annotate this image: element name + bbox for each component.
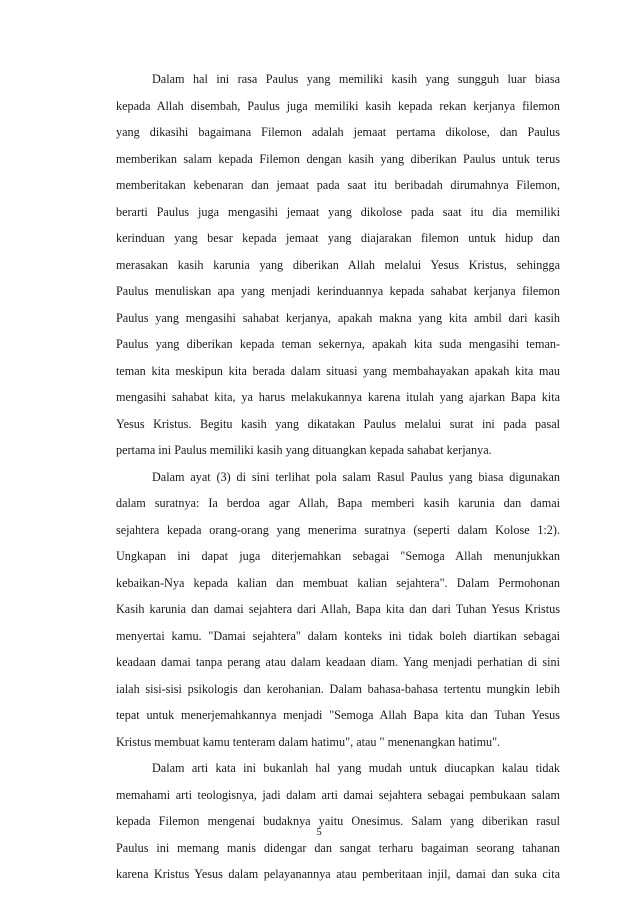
text-line: memberikan salam kepada Filemon dengan kasih yang diberikan Paulus untuk terus [116,151,560,166]
paragraph-1 [116,66,560,464]
text-line: Dalam ayat (3) di sini terlihat pola salam Rasul Paulus yang biasa digunakan [152,469,560,484]
text-line: Paulus yang diberikan kepada teman sekernya, apakah kita suda mengasihi teman- [116,337,560,351]
text-line: memahami arti teologisnya, jadi dalam arti damai sejahtera sebagai pembukaan salam [116,787,560,802]
text-line: Ungkapan ini dapat juga diterjemahkan sebagai "Semoga Allah menunjukkan [116,549,560,563]
text-line: Kasih karunia dan damai sejahtera dari Allah, Bapa kita dan dari Tuhan Yesus Kristus [116,602,560,616]
text-line: berarti Paulus juga mengasihi jemaat yang dikolose pada saat itu dia memiliki [116,204,560,219]
text-line: ialah sisi-sisi psikologis dan kerohanian. Dalam bahasa-bahasa tertentu mungkin lebih [116,681,560,696]
text-line: menyertai kamu. "Damai sejahtera" dalam konteks ini tidak boleh diartikan sebagai [116,628,560,643]
text-line: sejahtera kepada orang-orang yang menerima suratnya (seperti dalam Kolose 1:2). [116,522,560,537]
text-line: Paulus yang mengasihi sahabat kerjanya, apakah makna yang kita ambil dari kasih [116,310,560,325]
text-line: karena Kristus Yesus dalam pelayanannya atau pemberitaan injil, damai dan suka cita [116,867,560,881]
text-line: pertama ini Paulus memiliki kasih yang dituangkan kepada sahabat kerjanya. [116,443,492,457]
page-number: 5 [316,826,322,838]
paragraph-2 [116,464,560,756]
text-line: merasakan kasih karunia yang diberikan Allah melalui Yesus Kristus, sehingga [116,257,560,272]
text-line: Paulus ini memang manis didengar dan sangat terharu bagaiman seorang tahanan [116,840,560,855]
text-line: Yesus Kristus. Begitu kasih yang dikatakan Paulus melalui surat ini pada pasal [116,416,560,431]
text-line: mengasihi sahabat kita, ya harus melakukannya karena itulah yang ajarkan Bapa kita [116,390,560,404]
text-line: yang dikasihi bagaimana Filemon adalah jemaat pertama dikolose, dan Paulus [116,125,560,139]
text-line: memberitakan kebenaran dan jemaat pada saat itu beribadah dirumahnya Filemon, [116,178,560,192]
body-text [116,66,560,888]
paragraph-3 [116,755,560,888]
text-line: tepat untuk menerjemahkannya menjadi "Semoga Allah Bapa kita dan Tuhan Yesus [116,708,560,722]
text-line: keadaan damai tanpa perang atau dalam keadaan diam. Yang menjadi perhatian di sini [116,655,560,669]
text-line: kepada Filemon mengenai budaknya yaitu Onesimus. Salam yang diberikan rasul [116,814,560,828]
text-line: Dalam arti kata ini bukanlah hal yang mudah untuk diucapkan kalau tidak [152,761,560,775]
text-line: kerinduan yang besar kepada jemaat yang diajarakan filemon untuk hidup dan [116,231,560,245]
text-line: Kristus membuat kamu tenteram dalam hatimu", atau " menenangkan hatimu". [116,734,501,749]
text-line: teman kita meskipun kita berada dalam situasi yang membahayakan apakah kita mau [116,363,560,378]
text-line: Dalam hal ini rasa Paulus yang memiliki kasih yang sungguh luar biasa [152,72,560,86]
text-line: Paulus menuliskan apa yang menjadi kerinduannya kepada sahabat kerjanya filemon [116,284,560,298]
text-line: kebaikan-Nya kepada kalian dan membuat kalian sejahtera". Dalam Permohonan [116,575,560,590]
text-line: kepada Allah disembah, Paulus juga memiliki kasih kepada rekan kerjanya filemon [116,98,560,113]
text-line: dalam suratnya: Ia berdoa agar Allah, Bapa memberi kasih karunia dan damai [116,496,560,510]
